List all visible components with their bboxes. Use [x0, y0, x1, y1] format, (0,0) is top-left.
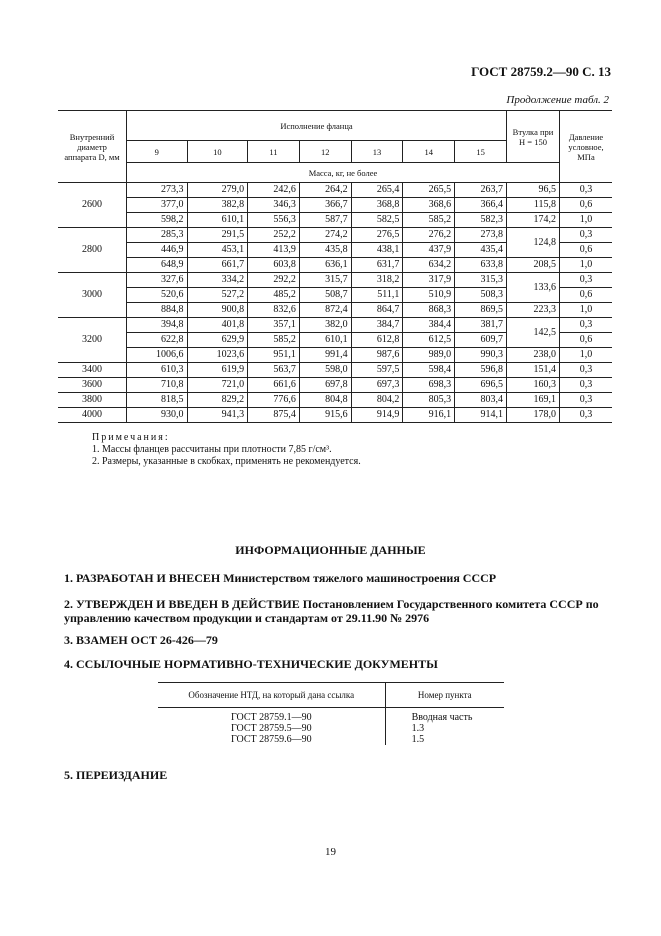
mass-cell: 661,6 [248, 378, 300, 393]
mass-cell: 437,9 [403, 243, 455, 258]
mass-cell: 598,4 [403, 363, 455, 378]
refs-col-header-doc: Обозначение НТД, на который дана ссылка [158, 683, 385, 708]
mass-cell: 273,8 [455, 228, 507, 243]
table-row [58, 198, 612, 213]
mass-cell: 951,1 [248, 348, 300, 363]
info-item-3 [64, 633, 602, 647]
pressure-cell: 0,3 [560, 408, 613, 423]
ref-clause: Вводная часть [411, 712, 473, 723]
mass-cell: 435,8 [299, 243, 351, 258]
col-header-flange-12: 12 [299, 141, 351, 163]
info-item-2-heading: 2. УТВЕРЖДЕН И ВВЕДЕН В ДЕЙСТВИЕ [64, 597, 300, 611]
mass-cell: 609,7 [455, 333, 507, 348]
mass-cell: 382,8 [187, 198, 248, 213]
sleeve-cell: 96,5 [507, 183, 560, 198]
sleeve-cell: 115,8 [507, 198, 560, 213]
mass-cell: 991,4 [299, 348, 351, 363]
mass-cell: 413,9 [248, 243, 300, 258]
mass-cell: 279,0 [187, 183, 248, 198]
mass-cell: 265,4 [351, 183, 403, 198]
pressure-cell: 0,6 [560, 243, 613, 258]
mass-cell: 508,3 [455, 288, 507, 303]
info-item-4-text: 4. ССЫЛОЧНЫЕ НОРМАТИВНО-ТЕХНИЧЕСКИЕ ДОКУМЕНТЫ [64, 657, 438, 671]
pressure-cell: 0,3 [560, 228, 613, 243]
mass-cell: 941,3 [187, 408, 248, 423]
mass-cell: 829,2 [187, 393, 248, 408]
note-2: 2. Размеры, указанные в скобках, применять не рекомендуется. [92, 456, 361, 467]
mass-cell: 603,8 [248, 258, 300, 273]
mass-cell: 318,2 [351, 273, 403, 288]
ref-doc: ГОСТ 28759.1—90 [158, 712, 385, 723]
document-header: ГОСТ 28759.2—90 С. 13 [471, 64, 611, 79]
mass-cell: 394,8 [127, 318, 188, 333]
mass-cell: 368,6 [403, 198, 455, 213]
refs-col-header-clause: Номер пункта [385, 683, 504, 708]
info-item-1-text: Министерством тяжелого машиностроения СССР [223, 571, 497, 585]
table-row [58, 408, 612, 423]
mass-cell: 315,7 [299, 273, 351, 288]
pressure-cell: 1,0 [560, 303, 613, 318]
mass-cell: 612,8 [351, 333, 403, 348]
sleeve-cell: 124,8 [507, 228, 560, 258]
table-row [58, 183, 612, 198]
mass-cell: 875,4 [248, 408, 300, 423]
table-row [58, 378, 612, 393]
diameter-cell: 3600 [58, 378, 127, 393]
page-number: 19 [325, 846, 336, 858]
sleeve-cell: 223,3 [507, 303, 560, 318]
mass-cell: 721,0 [187, 378, 248, 393]
mass-cell: 264,2 [299, 183, 351, 198]
mass-cell: 315,3 [455, 273, 507, 288]
mass-cell: 563,7 [248, 363, 300, 378]
mass-cell: 598,2 [127, 213, 188, 228]
mass-cell: 327,6 [127, 273, 188, 288]
mass-cell: 453,1 [187, 243, 248, 258]
table-row [58, 363, 612, 378]
ref-doc: ГОСТ 28759.5—90 [158, 723, 385, 734]
mass-cell: 710,8 [127, 378, 188, 393]
mass-cell: 930,0 [127, 408, 188, 423]
mass-cell: 263,7 [455, 183, 507, 198]
mass-cell: 598,0 [299, 363, 351, 378]
mass-cell: 582,5 [351, 213, 403, 228]
mass-cell: 610,1 [299, 333, 351, 348]
mass-cell: 696,5 [455, 378, 507, 393]
mass-cell: 900,8 [187, 303, 248, 318]
pressure-cell: 0,6 [560, 333, 613, 348]
pressure-cell: 0,3 [560, 363, 613, 378]
mass-cell: 914,1 [455, 408, 507, 423]
table-row [158, 712, 504, 723]
mass-cell: 864,7 [351, 303, 403, 318]
sleeve-cell: 208,5 [507, 258, 560, 273]
mass-cell: 803,4 [455, 393, 507, 408]
diameter-cell: 3400 [58, 363, 127, 378]
col-header-diameter: Внутренний диаметр аппарата D, мм [58, 111, 127, 183]
mass-cell: 612,5 [403, 333, 455, 348]
mass-cell: 346,3 [248, 198, 300, 213]
mass-cell: 384,7 [351, 318, 403, 333]
table-row [58, 303, 612, 318]
col-header-flange-14: 14 [403, 141, 455, 163]
table-row [58, 213, 612, 228]
mass-cell: 334,2 [187, 273, 248, 288]
col-header-flange-15: 15 [455, 141, 507, 163]
sleeve-cell: 178,0 [507, 408, 560, 423]
mass-caption: Масса, кг, не более [127, 163, 560, 183]
mass-cell: 804,8 [299, 393, 351, 408]
mass-cell: 585,2 [248, 333, 300, 348]
mass-cell: 990,3 [455, 348, 507, 363]
mass-cell: 832,6 [248, 303, 300, 318]
table-row [58, 228, 612, 243]
diameter-cell: 2600 [58, 183, 127, 228]
mass-cell: 916,1 [403, 408, 455, 423]
mass-cell: 610,3 [127, 363, 188, 378]
table-row [158, 734, 504, 745]
table-row [158, 723, 504, 734]
mass-cell: 698,3 [403, 378, 455, 393]
pressure-cell: 0,3 [560, 393, 613, 408]
pressure-cell: 1,0 [560, 348, 613, 363]
mass-cell: 629,9 [187, 333, 248, 348]
ref-clause: 1.5 [411, 734, 425, 745]
mass-cell: 776,6 [248, 393, 300, 408]
pressure-cell: 1,0 [560, 258, 613, 273]
diameter-cell: 2800 [58, 228, 127, 273]
mass-cell: 252,2 [248, 228, 300, 243]
table-row [58, 273, 612, 288]
mass-cell: 884,8 [127, 303, 188, 318]
info-item-2-text: Постановлением Государственного комитета СССР по управлению качеством продукции и стандартам от 29.11.90 № 2976 [64, 597, 599, 625]
mass-cell: 1023,6 [187, 348, 248, 363]
mass-cell: 622,8 [127, 333, 188, 348]
notes [92, 432, 361, 468]
sleeve-cell: 169,1 [507, 393, 560, 408]
col-header-flange-9: 9 [127, 141, 188, 163]
mass-cell: 435,4 [455, 243, 507, 258]
mass-cell: 276,2 [403, 228, 455, 243]
mass-cell: 914,9 [351, 408, 403, 423]
mass-cell: 661,7 [187, 258, 248, 273]
flange-mass-table [58, 110, 612, 423]
table-continuation-label: Продолжение табл. 2 [506, 94, 609, 106]
sleeve-cell: 142,5 [507, 318, 560, 348]
col-header-sleeve: Втулка при H = 150 [507, 111, 560, 163]
info-item-1 [64, 571, 602, 585]
mass-cell: 818,5 [127, 393, 188, 408]
mass-cell: 633,8 [455, 258, 507, 273]
mass-cell: 242,6 [248, 183, 300, 198]
info-item-5 [64, 768, 602, 782]
note-1: 1. Массы фланцев рассчитаны при плотности 7,85 г/см³. [92, 444, 332, 455]
mass-cell: 582,3 [455, 213, 507, 228]
mass-cell: 401,8 [187, 318, 248, 333]
mass-cell: 274,2 [299, 228, 351, 243]
mass-cell: 805,3 [403, 393, 455, 408]
pressure-cell: 0,3 [560, 318, 613, 333]
mass-cell: 276,5 [351, 228, 403, 243]
sleeve-cell: 160,3 [507, 378, 560, 393]
sleeve-cell: 151,4 [507, 363, 560, 378]
mass-cell: 357,1 [248, 318, 300, 333]
diameter-cell: 4000 [58, 408, 127, 423]
mass-cell: 634,2 [403, 258, 455, 273]
mass-cell: 291,5 [187, 228, 248, 243]
info-item-3-text: 3. ВЗАМЕН ОСТ 26-426—79 [64, 633, 218, 647]
mass-cell: 872,4 [299, 303, 351, 318]
mass-cell: 868,3 [403, 303, 455, 318]
sleeve-cell: 174,2 [507, 213, 560, 228]
pressure-cell: 0,3 [560, 273, 613, 288]
mass-cell: 804,2 [351, 393, 403, 408]
mass-cell: 697,8 [299, 378, 351, 393]
info-section-title: ИНФОРМАЦИОННЫЕ ДАННЫЕ [235, 543, 426, 557]
ref-clause: 1.3 [411, 723, 425, 734]
diameter-cell: 3800 [58, 393, 127, 408]
mass-cell: 527,2 [187, 288, 248, 303]
mass-cell: 381,7 [455, 318, 507, 333]
mass-cell: 989,0 [403, 348, 455, 363]
info-item-1-heading: 1. РАЗРАБОТАН И ВНЕСЕН [64, 571, 221, 585]
mass-cell: 587,7 [299, 213, 351, 228]
mass-cell: 585,2 [403, 213, 455, 228]
mass-cell: 610,1 [187, 213, 248, 228]
references-table [158, 682, 504, 745]
table-row [58, 348, 612, 363]
mass-cell: 636,1 [299, 258, 351, 273]
col-header-flange-11: 11 [248, 141, 300, 163]
mass-cell: 511,1 [351, 288, 403, 303]
mass-cell: 368,8 [351, 198, 403, 213]
info-item-4 [64, 657, 602, 671]
mass-cell: 556,3 [248, 213, 300, 228]
mass-cell: 438,1 [351, 243, 403, 258]
mass-cell: 596,8 [455, 363, 507, 378]
mass-cell: 1006,6 [127, 348, 188, 363]
info-item-5-text: 5. ПЕРЕИЗДАНИЕ [64, 768, 168, 782]
mass-cell: 648,9 [127, 258, 188, 273]
col-header-flange-10: 10 [187, 141, 248, 163]
sleeve-cell: 238,0 [507, 348, 560, 363]
mass-cell: 987,6 [351, 348, 403, 363]
col-header-flange-13: 13 [351, 141, 403, 163]
diameter-cell: 3200 [58, 318, 127, 363]
mass-cell: 384,4 [403, 318, 455, 333]
mass-cell: 597,5 [351, 363, 403, 378]
mass-cell: 508,7 [299, 288, 351, 303]
mass-cell: 317,9 [403, 273, 455, 288]
mass-cell: 520,6 [127, 288, 188, 303]
col-header-pressure: Давление условное, МПа [560, 111, 613, 183]
pressure-cell: 1,0 [560, 213, 613, 228]
col-header-flange: Исполнение фланца [127, 111, 507, 141]
table-row [58, 258, 612, 273]
mass-cell: 619,9 [187, 363, 248, 378]
mass-cell: 915,6 [299, 408, 351, 423]
mass-cell: 265,5 [403, 183, 455, 198]
pressure-cell: 0,3 [560, 183, 613, 198]
mass-cell: 697,3 [351, 378, 403, 393]
mass-cell: 366,7 [299, 198, 351, 213]
pressure-cell: 0,6 [560, 198, 613, 213]
mass-cell: 292,2 [248, 273, 300, 288]
mass-cell: 366,4 [455, 198, 507, 213]
info-item-2 [64, 597, 602, 625]
mass-cell: 377,0 [127, 198, 188, 213]
mass-cell: 631,7 [351, 258, 403, 273]
table-row [58, 393, 612, 408]
mass-cell: 510,9 [403, 288, 455, 303]
notes-title: Примечания: [92, 432, 170, 443]
ref-doc: ГОСТ 28759.6—90 [158, 734, 385, 745]
pressure-cell: 0,6 [560, 288, 613, 303]
table-row [58, 318, 612, 333]
sleeve-cell: 133,6 [507, 273, 560, 303]
mass-cell: 446,9 [127, 243, 188, 258]
pressure-cell: 0,3 [560, 378, 613, 393]
mass-cell: 485,2 [248, 288, 300, 303]
mass-cell: 273,3 [127, 183, 188, 198]
mass-cell: 869,5 [455, 303, 507, 318]
mass-cell: 285,3 [127, 228, 188, 243]
diameter-cell: 3000 [58, 273, 127, 318]
mass-cell: 382,0 [299, 318, 351, 333]
